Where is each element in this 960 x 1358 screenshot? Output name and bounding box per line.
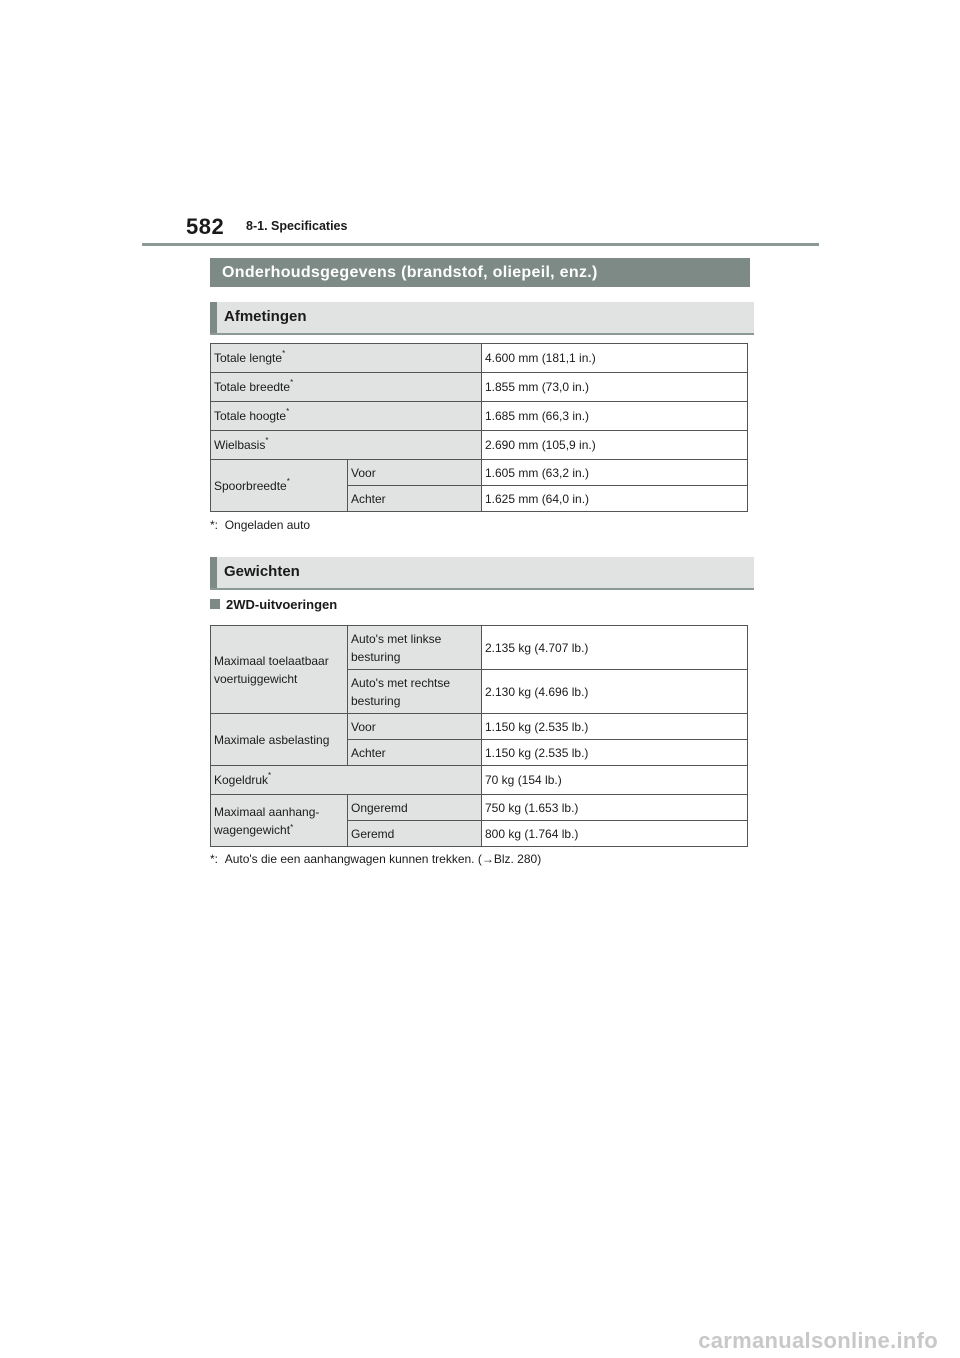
- dimensions-heading: [210, 302, 754, 335]
- page-number: 582: [186, 214, 225, 239]
- header-divider: [142, 243, 819, 246]
- weights-table: [210, 625, 748, 847]
- table-row: [211, 766, 748, 795]
- track-rear-value: 1.625 mm (64,0 in.): [482, 486, 748, 512]
- track-label: Spoorbreedte*: [211, 460, 348, 512]
- track-front-label: Voor: [348, 460, 482, 486]
- arrow-right-icon: →: [481, 852, 494, 866]
- main-section-title: Onderhoudsgegevens (brandstof, oliepeil, enz.): [210, 258, 750, 287]
- row-value: 2.690 mm (105,9 in.): [482, 431, 748, 460]
- kogeldruk-value: 70 kg (154 lb.): [482, 766, 748, 795]
- row-value: 1.685 mm (66,3 in.): [482, 402, 748, 431]
- trailer-label: Maximaal aanhang- wagengewicht*: [211, 795, 348, 847]
- gvw-label: Maximaal toelaatbaar voertuiggewicht: [211, 626, 348, 714]
- section-title: 8-1. Specificaties: [246, 219, 348, 233]
- weights-heading: [210, 557, 754, 590]
- trailer-unbraked-value: 750 kg (1.653 lb.): [482, 795, 748, 821]
- gvw-rhd-value: 2.130 kg (4.696 lb.): [482, 670, 748, 714]
- dimensions-table: [210, 343, 748, 512]
- row-label: Totale lengte*: [211, 344, 482, 373]
- bullet-square-icon: [210, 599, 220, 609]
- trailer-braked-value: 800 kg (1.764 lb.): [482, 821, 748, 847]
- trailer-braked-label: Geremd: [348, 821, 482, 847]
- axle-front-value: 1.150 kg (2.535 lb.): [482, 714, 748, 740]
- table-row: [211, 402, 748, 431]
- heading-accent: [210, 557, 217, 588]
- heading-accent: [210, 302, 217, 333]
- track-rear-label: Achter: [348, 486, 482, 512]
- axle-rear-label: Achter: [348, 740, 482, 766]
- row-value: 4.600 mm (181,1 in.): [482, 344, 748, 373]
- watermark: carmanualsonline.info: [698, 1328, 938, 1353]
- trailer-unbraked-label: Ongeremd: [348, 795, 482, 821]
- page-reference-link[interactable]: Blz. 280): [493, 852, 542, 866]
- table-row: [211, 795, 748, 821]
- table-row: [211, 714, 748, 740]
- gvw-rhd-label: Auto's met rechtse besturing: [348, 670, 482, 714]
- table-row: [211, 460, 748, 486]
- dimensions-footnote: *: Ongeladen auto: [210, 518, 311, 532]
- table-row: [211, 626, 748, 670]
- track-front-value: 1.605 mm (63,2 in.): [482, 460, 748, 486]
- axle-front-label: Voor: [348, 714, 482, 740]
- variant-heading: 2WD-uitvoeringen: [210, 597, 337, 612]
- gvw-lhd-value: 2.135 kg (4.707 lb.): [482, 626, 748, 670]
- axle-rear-value: 1.150 kg (2.535 lb.): [482, 740, 748, 766]
- row-label: Totale breedte*: [211, 373, 482, 402]
- weights-footnote: *: Auto's die een aanhangwagen kunnen trekken. (→Blz. 280): [210, 852, 542, 866]
- table-row: [211, 344, 748, 373]
- weights-heading-label: Gewichten: [224, 563, 300, 580]
- table-row: [211, 373, 748, 402]
- row-label: Wielbasis*: [211, 431, 482, 460]
- row-label: Totale hoogte*: [211, 402, 482, 431]
- row-value: 1.855 mm (73,0 in.): [482, 373, 748, 402]
- axle-label: Maximale asbelasting: [211, 714, 348, 766]
- dimensions-heading-label: Afmetingen: [224, 308, 307, 325]
- table-row: [211, 431, 748, 460]
- kogeldruk-label: Kogeldruk*: [211, 766, 482, 795]
- gvw-lhd-label: Auto's met linkse besturing: [348, 626, 482, 670]
